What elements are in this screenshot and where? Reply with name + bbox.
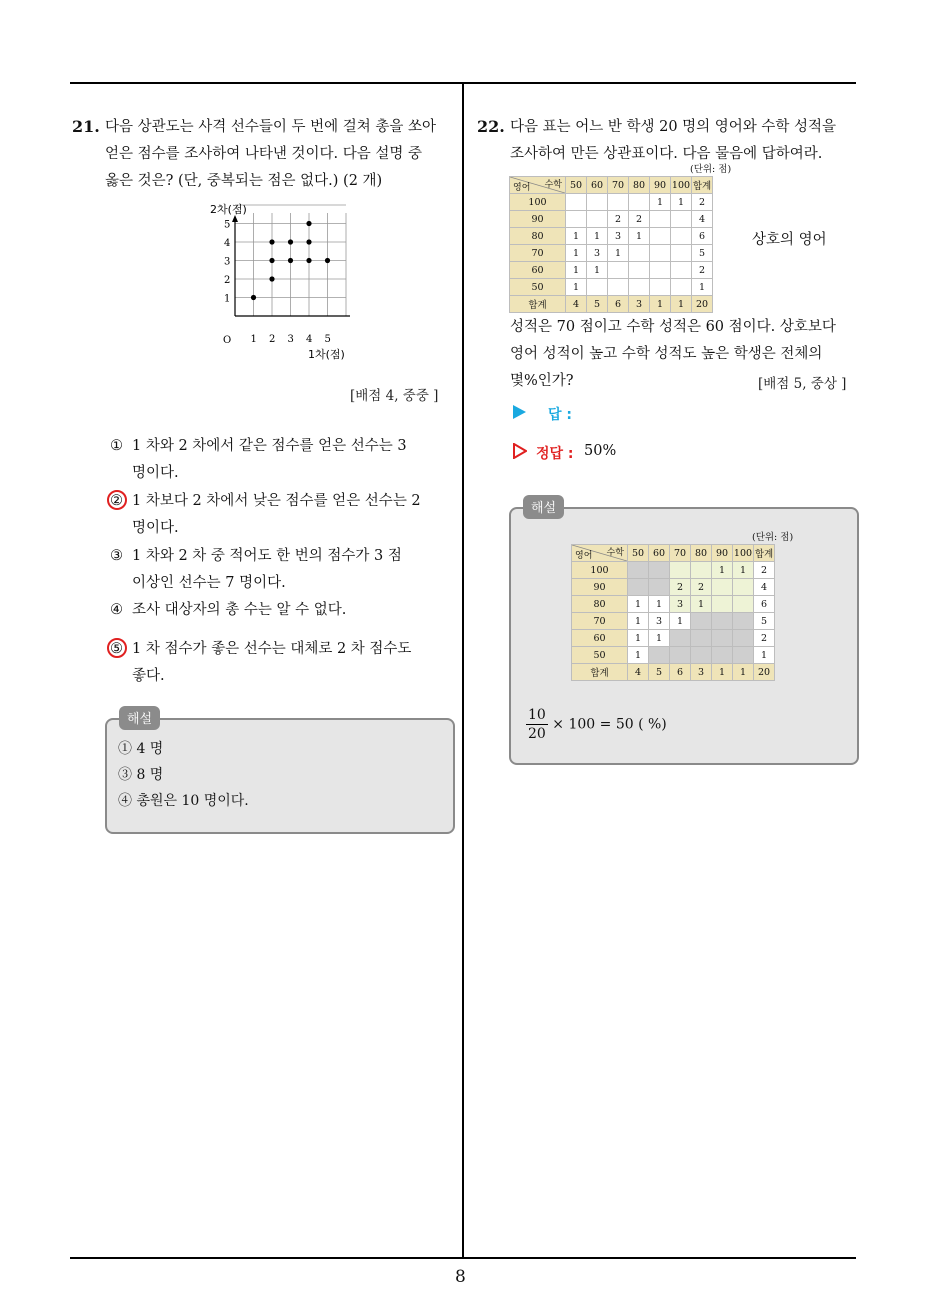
table-cell: 2 xyxy=(608,211,629,228)
table-row-header: 80 xyxy=(572,596,628,613)
choice-text: 조사 대상자의 총 수는 알 수 없다. xyxy=(132,602,347,618)
q21-choice-1[interactable] xyxy=(110,433,407,487)
q21-choice-3[interactable] xyxy=(110,543,402,597)
table-cell: 2 xyxy=(691,579,712,596)
table-cell: 6 xyxy=(754,596,775,613)
table-cell: 1 xyxy=(692,279,713,296)
y-tick-label: 1 xyxy=(224,293,231,305)
table-cell: 20 xyxy=(692,296,713,313)
table-row-header: 100 xyxy=(510,194,566,211)
table-cell xyxy=(650,262,671,279)
table-cell xyxy=(670,647,691,664)
q21-line: 옳은 것은? (단, 중복되는 점은 없다.) (2 개) xyxy=(105,173,383,189)
table-cell: 1 xyxy=(649,596,670,613)
table-row xyxy=(572,562,775,579)
q21-choice-2[interactable] xyxy=(110,488,421,542)
scatter-point xyxy=(325,258,330,263)
table-cell: 2 xyxy=(692,262,713,279)
table-col-header: 80 xyxy=(629,177,650,194)
table-cell: 1 xyxy=(587,262,608,279)
y-tick-label: 2 xyxy=(224,275,231,286)
table-cell: 5 xyxy=(692,245,713,262)
x-tick-label: 3 xyxy=(287,334,294,345)
table-cell xyxy=(650,245,671,262)
scatter-point xyxy=(306,221,311,226)
table-row-header: 80 xyxy=(510,228,566,245)
table-col-header: 70 xyxy=(608,177,629,194)
formula-fraction: $\frac{10}{20}$ xyxy=(528,707,546,742)
table-cell: 4 xyxy=(628,664,649,681)
table-cell xyxy=(733,613,754,630)
table-cell: 3 xyxy=(691,664,712,681)
table-cell xyxy=(712,579,733,596)
table-cell xyxy=(733,596,754,613)
q22-table-container xyxy=(509,176,713,313)
choice-text: 1 차와 2 차에서 같은 점수를 얻은 선수는 3 xyxy=(132,438,407,454)
table-cell: 1 xyxy=(628,630,649,647)
solution-line: ① 4 명 xyxy=(118,741,164,757)
table-cell: 2 xyxy=(670,579,691,596)
table-cell: 3 xyxy=(649,613,670,630)
table-row-header: 합계 xyxy=(510,296,566,313)
scatter-point xyxy=(306,239,311,244)
table-col-header: 합계 xyxy=(754,545,775,562)
y-tick-label: 3 xyxy=(224,256,231,268)
table-col-header: 50 xyxy=(566,177,587,194)
table-cell: 1 xyxy=(733,664,754,681)
table-cell: 1 xyxy=(650,296,671,313)
table-cell: 1 xyxy=(566,279,587,296)
choice-text: 1 차 점수가 좋은 선수는 대체로 2 차 점수도 xyxy=(132,641,412,657)
table-col-header: 80 xyxy=(691,545,712,562)
table-cell: 2 xyxy=(629,211,650,228)
table-cell xyxy=(629,194,650,211)
table-row-header: 100 xyxy=(572,562,628,579)
q22-meta: [배점 5, 중상 ] xyxy=(758,376,847,392)
table-cell xyxy=(733,630,754,647)
q21-meta: [배점 4, 중중 ] xyxy=(350,388,439,404)
q22-solution-table xyxy=(571,544,775,681)
table-cell xyxy=(733,579,754,596)
table-cell xyxy=(671,211,692,228)
q22-line: 몇%인가? xyxy=(510,373,574,389)
scatter-point xyxy=(288,258,293,263)
y-axis-arrow xyxy=(232,215,238,222)
q22-solution-tag: 해설 xyxy=(523,495,564,519)
table-cell: 1 xyxy=(566,228,587,245)
table-cell xyxy=(608,279,629,296)
table-cell: 5 xyxy=(754,613,775,630)
scatter-point xyxy=(269,239,274,244)
table-cell: 1 xyxy=(691,596,712,613)
table-cell xyxy=(671,262,692,279)
x-tick-labels xyxy=(251,334,331,345)
table-cell: 1 xyxy=(671,194,692,211)
table-cell xyxy=(712,596,733,613)
q22-line: 성적은 70 점이고 수학 성적은 60 점이다. 상호보다 xyxy=(510,319,836,335)
choice-text: 명이다. xyxy=(132,520,179,536)
table-cell: 5 xyxy=(649,664,670,681)
table-total-row xyxy=(572,664,775,681)
x-tick-label: 4 xyxy=(306,334,313,345)
table-cell: 1 xyxy=(566,262,587,279)
answer-arrow-icon xyxy=(513,405,526,419)
q22-number: 22. xyxy=(477,117,505,136)
table-row-header: 90 xyxy=(572,579,628,596)
choice-mark: ⑤ xyxy=(110,636,132,663)
solution-line: ③ 8 명 xyxy=(118,767,164,783)
table-row xyxy=(510,279,713,296)
selected-circle-icon xyxy=(107,490,127,510)
table-cell: 1 xyxy=(566,245,587,262)
table-cell xyxy=(629,245,650,262)
table-row xyxy=(510,211,713,228)
y-tick-label: 5 xyxy=(224,219,231,231)
q21-number: 21. xyxy=(72,117,100,136)
q22-line: 다음 표는 어느 반 학생 20 명의 영어와 수학 성적을 xyxy=(510,119,837,135)
scatter-point xyxy=(288,239,293,244)
table-cell: 4 xyxy=(566,296,587,313)
scatter-point xyxy=(269,276,274,281)
table-cell: 1 xyxy=(608,245,629,262)
table-cell xyxy=(691,630,712,647)
table-cell xyxy=(566,194,587,211)
q22-solution-table-container xyxy=(571,544,775,681)
choice-text: 이상인 선수는 7 명이다. xyxy=(132,575,286,591)
table-cell: 1 xyxy=(628,596,649,613)
q21-solution-tag: 해설 xyxy=(119,706,160,730)
scatter-point xyxy=(306,258,311,263)
table-col-header: 100 xyxy=(671,177,692,194)
answer-label: 답 : xyxy=(548,407,572,423)
table-cell: 6 xyxy=(608,296,629,313)
table-col-header: 90 xyxy=(712,545,733,562)
table-total-row xyxy=(510,296,713,313)
table-row-header: 60 xyxy=(510,262,566,279)
table-row xyxy=(572,596,775,613)
table-cell xyxy=(712,613,733,630)
table-cell: 5 xyxy=(587,296,608,313)
table-cell xyxy=(670,630,691,647)
y-tick-label: 4 xyxy=(224,238,231,249)
choice-text: 1 차보다 2 차에서 낮은 점수를 얻은 선수는 2 xyxy=(132,493,421,509)
q21-scatter-plot xyxy=(200,198,360,368)
table-cell: 4 xyxy=(754,579,775,596)
table-row xyxy=(510,262,713,279)
table-cell: 1 xyxy=(629,228,650,245)
q21-solution-text xyxy=(118,736,249,814)
table-cell xyxy=(691,562,712,579)
table-cell: 1 xyxy=(712,562,733,579)
q22-side-text: 상호의 영어 xyxy=(752,232,827,248)
table-row xyxy=(572,630,775,647)
table-cell xyxy=(650,211,671,228)
table-cell xyxy=(650,279,671,296)
table-cell: 6 xyxy=(670,664,691,681)
choice-mark: ④ xyxy=(110,602,123,618)
table-cell xyxy=(649,647,670,664)
x-axis-label: 1차(점) xyxy=(308,348,345,361)
table-cell: 1 xyxy=(733,562,754,579)
formula-rest: × 100 = 50 ( %) xyxy=(552,716,667,733)
bottom-rule xyxy=(70,1257,856,1259)
table-col-header: 50 xyxy=(628,545,649,562)
table-cell: 1 xyxy=(754,647,775,664)
table-cell xyxy=(566,211,587,228)
table-row-header: 60 xyxy=(572,630,628,647)
table-cell: 1 xyxy=(649,630,670,647)
table-cell: 1 xyxy=(587,228,608,245)
y-axis-label: 2차(점) xyxy=(210,203,247,216)
table-row-header: 50 xyxy=(572,647,628,664)
x-tick-label: 2 xyxy=(269,334,276,345)
x-tick-label: 5 xyxy=(324,334,331,345)
table-cell: 1 xyxy=(650,194,671,211)
table-row-header: 50 xyxy=(510,279,566,296)
choice-text: 좋다. xyxy=(132,668,165,684)
table-cell: 1 xyxy=(628,613,649,630)
correct-label: 정답 : xyxy=(536,446,574,462)
table-cell xyxy=(649,562,670,579)
table-corner-cell: 수학 영어 xyxy=(510,177,566,194)
q22-line: 조사하여 만든 상관표이다. 다음 물음에 답하여라. xyxy=(510,146,823,162)
y-tick-labels xyxy=(224,220,230,305)
table-row-header: 70 xyxy=(572,613,628,630)
table-col-header: 합계 xyxy=(692,177,713,194)
table-cell xyxy=(691,613,712,630)
table-cell: 3 xyxy=(608,228,629,245)
table-cell: 1 xyxy=(670,613,691,630)
q22-correlation-table xyxy=(509,176,713,313)
table-col-header: 60 xyxy=(649,545,670,562)
q22-table-unit: (단위: 점) xyxy=(690,164,732,175)
table-cell: 1 xyxy=(712,664,733,681)
table-cell: 4 xyxy=(692,211,713,228)
table-row xyxy=(572,613,775,630)
table-cell xyxy=(608,194,629,211)
table-cell: 20 xyxy=(754,664,775,681)
table-col-header: 70 xyxy=(670,545,691,562)
table-row xyxy=(572,579,775,596)
page-number: 8 xyxy=(455,1267,466,1287)
table-cell xyxy=(733,647,754,664)
table-cell xyxy=(628,579,649,596)
q22-formula xyxy=(526,706,667,743)
table-cell xyxy=(587,211,608,228)
table-cell xyxy=(587,194,608,211)
table-cell: 2 xyxy=(692,194,713,211)
table-cell xyxy=(670,562,691,579)
table-row xyxy=(510,228,713,245)
table-cell: 1 xyxy=(628,647,649,664)
table-cell xyxy=(628,562,649,579)
q21-choice-5[interactable] xyxy=(110,636,411,690)
table-cell xyxy=(650,228,671,245)
table-cell xyxy=(671,279,692,296)
selected-circle-icon xyxy=(107,638,127,658)
table-cell: 3 xyxy=(587,245,608,262)
column-divider xyxy=(462,84,464,1259)
table-cell xyxy=(691,647,712,664)
table-row-header: 합계 xyxy=(572,664,628,681)
choice-mark: ③ xyxy=(110,548,123,564)
table-cell: 1 xyxy=(671,296,692,313)
table-cell: 2 xyxy=(754,630,775,647)
table-corner-cell: 수학 영어 xyxy=(572,545,628,562)
table-row-header: 90 xyxy=(510,211,566,228)
table-row-header: 70 xyxy=(510,245,566,262)
q21-line: 얻은 점수를 조사하여 나타낸 것이다. 다음 설명 중 xyxy=(105,146,423,162)
scatter-point xyxy=(269,258,274,263)
table-cell xyxy=(712,647,733,664)
correct-arrow-icon xyxy=(513,443,527,459)
table-row xyxy=(572,647,775,664)
q21-question xyxy=(105,114,460,195)
table-cell: 3 xyxy=(629,296,650,313)
x-tick-label: 1 xyxy=(250,334,257,345)
table-cell xyxy=(671,245,692,262)
table-cell xyxy=(587,279,608,296)
table-cell: 3 xyxy=(670,596,691,613)
table-cell: 2 xyxy=(754,562,775,579)
correct-value: 50% xyxy=(584,443,617,459)
q22-question xyxy=(510,114,855,168)
scatter-point xyxy=(251,295,256,300)
q21-line: 다음 상관도는 사격 선수들이 두 번에 걸쳐 총을 쏘아 xyxy=(105,119,437,135)
table-col-header: 60 xyxy=(587,177,608,194)
q22-solution-unit: (단위: 점) xyxy=(752,532,794,543)
table-cell xyxy=(649,579,670,596)
table-cell xyxy=(629,262,650,279)
origin-label: O xyxy=(223,335,232,346)
table-cell xyxy=(671,228,692,245)
choice-mark: ① xyxy=(110,438,123,454)
choice-mark: ② xyxy=(110,488,132,515)
table-col-header: 90 xyxy=(650,177,671,194)
table-cell xyxy=(712,630,733,647)
table-row xyxy=(510,194,713,211)
solution-line: ④ 총원은 10 명이다. xyxy=(118,793,249,809)
table-cell xyxy=(629,279,650,296)
q21-choice-4[interactable] xyxy=(110,597,346,624)
choice-text: 1 차와 2 차 중 적어도 한 번의 점수가 3 점 xyxy=(132,548,402,564)
table-row xyxy=(510,245,713,262)
table-cell: 6 xyxy=(692,228,713,245)
q22-line: 영어 성적이 높고 수학 성적도 높은 학생은 전체의 xyxy=(510,346,823,362)
choice-text: 명이다. xyxy=(132,465,179,481)
table-col-header: 100 xyxy=(733,545,754,562)
table-cell xyxy=(608,262,629,279)
